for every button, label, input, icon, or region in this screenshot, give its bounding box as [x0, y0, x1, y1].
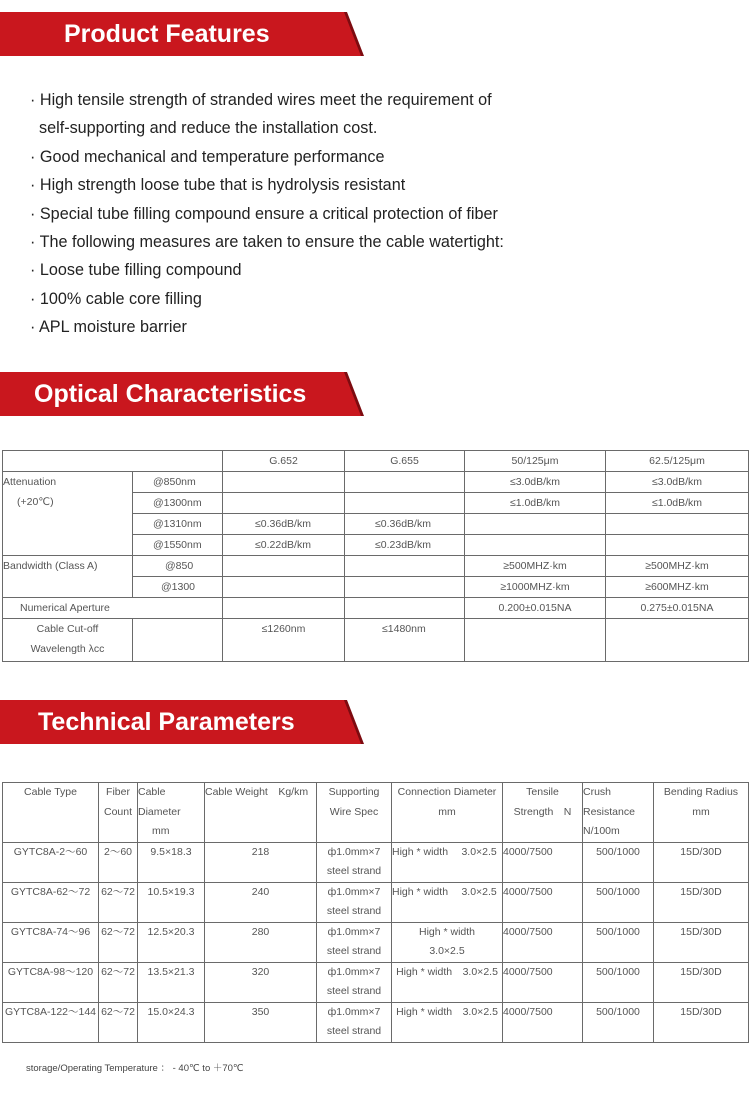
- bend-cell: 15D/30D: [654, 962, 749, 1002]
- optical-characteristics-table: [2, 450, 749, 662]
- value-cell: ≤1260nm: [223, 619, 345, 662]
- tensile-cell: 4000/7500: [503, 882, 583, 922]
- crush-cell: 500/1000: [583, 922, 654, 962]
- wire-spec-cell: [317, 922, 392, 962]
- value-cell: ≥1000MHZ·km: [465, 577, 606, 598]
- table-row: [3, 882, 749, 922]
- wire-spec-text: steel strand: [326, 1025, 382, 1037]
- bend-cell: 15D/30D: [654, 1002, 749, 1042]
- wavelength-cell: @850: [133, 556, 223, 577]
- wire-spec-cell: [317, 962, 392, 1002]
- fiber-count-cell: 2～60: [99, 842, 138, 882]
- value-cell: 0.275±0.015NA: [606, 598, 749, 619]
- fiber-count-cell: 62～72: [99, 882, 138, 922]
- weight-cell: 320: [205, 962, 317, 1002]
- attenuation-label: Attenuation: [3, 476, 57, 488]
- connection-diameter-cell: [392, 842, 503, 882]
- header-text: Wire Spec: [329, 805, 379, 818]
- header-text: Tensile: [526, 786, 559, 798]
- tensile-cell: 4000/7500: [503, 1002, 583, 1042]
- cutoff-label-cell: [3, 619, 133, 662]
- header-cable-type: Cable Type: [3, 783, 99, 843]
- wire-spec-cell: [317, 882, 392, 922]
- diameter-cell: 15.0×24.3: [138, 1002, 205, 1042]
- wire-spec-text: ф1.0mm×7: [327, 1005, 381, 1018]
- crush-cell: 500/1000: [583, 842, 654, 882]
- header-supporting-wire: [317, 783, 392, 843]
- header-text: Supporting: [328, 786, 380, 798]
- technical-parameters-table: [2, 782, 749, 1043]
- value-cell: [606, 535, 749, 556]
- table-row: [3, 842, 749, 882]
- wavelength-cell: @850nm: [133, 472, 223, 493]
- cutoff-label: Wavelength λcc: [30, 643, 105, 655]
- wire-spec-text: ф1.0mm×7: [327, 965, 381, 978]
- value-cell: [465, 514, 606, 535]
- connection-diameter-cell: [392, 962, 503, 1002]
- value-cell: [345, 472, 465, 493]
- tensile-cell: 4000/7500: [503, 842, 583, 882]
- value-cell: [465, 535, 606, 556]
- fiber-count-cell: 62～72: [99, 922, 138, 962]
- wire-spec-text: ф1.0mm×7: [327, 885, 381, 898]
- table-row: [3, 556, 749, 577]
- connection-text: High * width: [418, 925, 476, 938]
- header-fiber-count: [99, 783, 138, 843]
- tensile-cell: 4000/7500: [503, 922, 583, 962]
- connection-diameter-cell: [392, 1002, 503, 1042]
- diameter-cell: 13.5×21.3: [138, 962, 205, 1002]
- value-cell: ≤1.0dB/km: [465, 493, 606, 514]
- feature-item: · Good mechanical and temperature performance: [30, 147, 385, 166]
- wire-spec-cell: [317, 1002, 392, 1042]
- features-list: [30, 86, 590, 342]
- header-text: mm: [438, 805, 456, 818]
- tensile-cell: 4000/7500: [503, 962, 583, 1002]
- product-features-title: Product Features: [64, 20, 270, 48]
- diameter-cell: 12.5×20.3: [138, 922, 205, 962]
- header-text: mm: [692, 805, 710, 818]
- operating-temperature-note: storage/Operating Temperature ： - 40℃ to ＋70℃: [26, 1063, 244, 1074]
- header-text: Diameter: [138, 805, 181, 818]
- table-row: [3, 962, 749, 1002]
- connection-text: High * width 3.0×2.5: [392, 885, 497, 898]
- cutoff-label: Cable Cut-off: [36, 623, 99, 635]
- wavelength-cell: @1300: [133, 577, 223, 598]
- crush-cell: 500/1000: [583, 1002, 654, 1042]
- header-50-125: 50/125μm: [465, 451, 606, 472]
- crush-cell: 500/1000: [583, 962, 654, 1002]
- attenuation-temp: (+20℃): [17, 496, 54, 508]
- connection-text: High * width 3.0×2.5: [396, 965, 498, 978]
- header-text: Cable: [138, 786, 166, 798]
- connection-diameter-cell: [392, 882, 503, 922]
- header-text: Connection Diameter: [397, 786, 497, 798]
- feature-item: · The following measures are taken to ensure the cable watertight:: [30, 233, 504, 252]
- header-g655: G.655: [345, 451, 465, 472]
- connection-text: High * width 3.0×2.5: [392, 845, 497, 858]
- technical-parameters-title: Technical Parameters: [38, 708, 295, 736]
- wire-spec-cell: [317, 842, 392, 882]
- value-cell: [606, 514, 749, 535]
- header-cable-weight: Cable Weight Kg/km: [205, 783, 317, 843]
- value-cell: ≥500MHZ·km: [606, 556, 749, 577]
- crush-cell: 500/1000: [583, 882, 654, 922]
- header-62-5-125: 62.5/125μm: [606, 451, 749, 472]
- header-crush-resistance: [583, 783, 654, 843]
- feature-item: · High tensile strength of stranded wires meet the requirement of: [30, 91, 492, 109]
- value-cell: ≤1480nm: [345, 619, 465, 662]
- wavelength-cell: @1310nm: [133, 514, 223, 535]
- feature-item: · APL moisture barrier: [30, 318, 187, 337]
- bandwidth-label: Bandwidth (Class A): [3, 556, 133, 598]
- attenuation-label-cell: [3, 472, 133, 556]
- header-text: Strength N: [513, 805, 572, 818]
- table-row: [3, 451, 749, 472]
- connection-text: High * width 3.0×2.5: [396, 1005, 498, 1018]
- bend-cell: 15D/30D: [654, 922, 749, 962]
- feature-item: · Special tube filling compound ensure a critical protection of fiber: [30, 204, 498, 223]
- header-text: Crush: [583, 786, 612, 798]
- wire-spec-text: ф1.0mm×7: [327, 925, 381, 938]
- value-cell: ≤0.22dB/km: [223, 535, 345, 556]
- value-cell: ≤0.36dB/km: [223, 514, 345, 535]
- numerical-aperture-label: Numerical Aperture: [3, 598, 223, 619]
- table-row: [3, 619, 749, 662]
- table-header-row: [3, 783, 749, 843]
- table-row: [3, 922, 749, 962]
- cable-type-cell: GYTC8A-98～120: [3, 962, 99, 1002]
- wire-spec-text: steel strand: [326, 905, 382, 917]
- header-g652: G.652: [223, 451, 345, 472]
- header-text: N/100m: [583, 825, 620, 837]
- value-cell: ≤0.23dB/km: [345, 535, 465, 556]
- diameter-cell: 10.5×19.3: [138, 882, 205, 922]
- wire-spec-text: steel strand: [326, 945, 382, 957]
- wire-spec-text: steel strand: [326, 985, 382, 997]
- header-connection-diameter: [392, 783, 503, 843]
- fiber-count-cell: 62～72: [99, 962, 138, 1002]
- weight-cell: 240: [205, 882, 317, 922]
- table-row: [3, 472, 749, 493]
- cable-type-cell: GYTC8A-2～60: [3, 842, 99, 882]
- header-text: Resistance: [583, 805, 635, 818]
- header-cable-diameter: [138, 783, 205, 843]
- feature-item: · High strength loose tube that is hydrolysis resistant: [30, 176, 406, 195]
- header-text: Bending Radius: [663, 786, 739, 798]
- value-cell: ≤3.0dB/km: [465, 472, 606, 493]
- bend-cell: 15D/30D: [654, 842, 749, 882]
- connection-text: 3.0×2.5: [429, 945, 465, 957]
- weight-cell: 350: [205, 1002, 317, 1042]
- bend-cell: 15D/30D: [654, 882, 749, 922]
- value-cell: ≤3.0dB/km: [606, 472, 749, 493]
- header-bending-radius: [654, 783, 749, 843]
- header-text: Count: [103, 805, 133, 818]
- feature-item: self-supporting and reduce the installation cost.: [39, 119, 378, 138]
- value-cell: [223, 493, 345, 514]
- value-cell: [345, 493, 465, 514]
- fiber-count-cell: 62～72: [99, 1002, 138, 1042]
- cable-type-cell: GYTC8A-122～144: [3, 1002, 99, 1042]
- value-cell: 0.200±0.015NA: [465, 598, 606, 619]
- optical-characteristics-title: Optical Characteristics: [34, 380, 307, 408]
- cable-type-cell: GYTC8A-74～96: [3, 922, 99, 962]
- cable-type-cell: GYTC8A-62～72: [3, 882, 99, 922]
- wire-spec-text: ф1.0mm×7: [327, 845, 381, 858]
- table-row: [3, 598, 749, 619]
- feature-item: · Loose tube filling compound: [30, 261, 242, 280]
- value-cell: ≤0.36dB/km: [345, 514, 465, 535]
- value-cell: ≤1.0dB/km: [606, 493, 749, 514]
- header-tensile-strength: [503, 783, 583, 843]
- value-cell: ≥500MHZ·km: [465, 556, 606, 577]
- diameter-cell: 9.5×18.3: [138, 842, 205, 882]
- value-cell: ≥600MHZ·km: [606, 577, 749, 598]
- wavelength-cell: @1300nm: [133, 493, 223, 514]
- feature-item: · 100% cable core filling: [30, 289, 202, 308]
- header-text: mm: [152, 825, 170, 837]
- wire-spec-text: steel strand: [326, 865, 382, 877]
- header-text: Fiber: [106, 786, 130, 798]
- weight-cell: 218: [205, 842, 317, 882]
- weight-cell: 280: [205, 922, 317, 962]
- connection-diameter-cell: [392, 922, 503, 962]
- table-row: [3, 1002, 749, 1042]
- value-cell: [223, 472, 345, 493]
- wavelength-cell: @1550nm: [133, 535, 223, 556]
